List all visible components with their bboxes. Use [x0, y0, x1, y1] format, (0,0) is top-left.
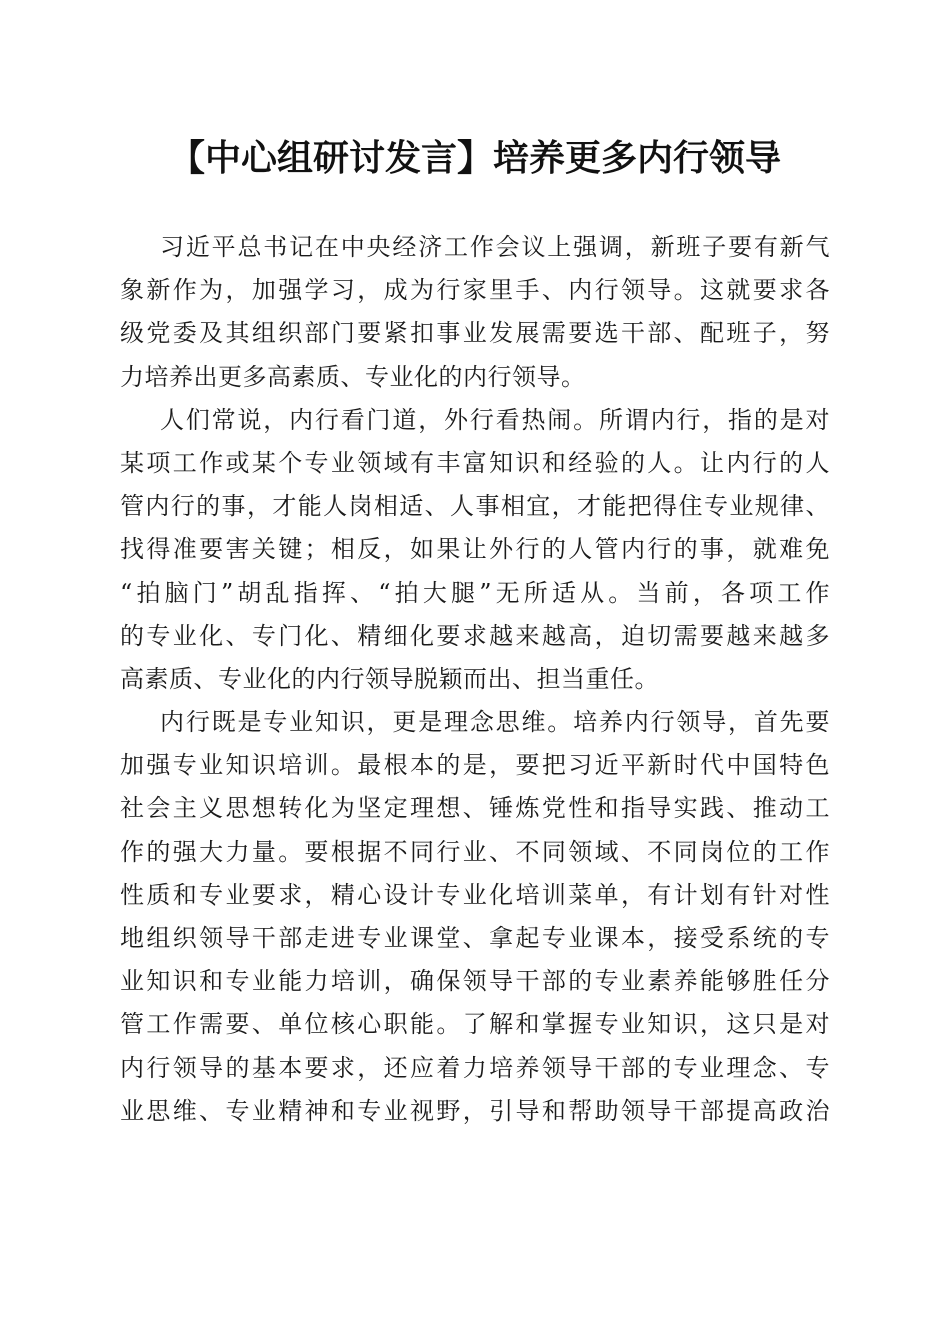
paragraph-2 [120, 399, 830, 701]
text-line: 内行领导的基本要求，还应着力培养领导干部的专业理念、专 [120, 1053, 830, 1082]
text-line: 管工作需要、单位核心职能。了解和掌握专业知识，这只是对 [120, 1010, 830, 1039]
text-line: 管内行的事，才能人岗相适、人事相宜，才能把得住专业规律、 [120, 492, 830, 521]
text-line: 高素质、专业化的内行领导脱颖而出、担当重任。 [120, 664, 659, 693]
text-line: 业思维、专业精神和专业视野，引导和帮助领导干部提高政治 [120, 1096, 830, 1125]
text-line: 业知识和专业能力培训，确保领导干部的专业素养能够胜任分 [120, 967, 830, 996]
text-line: 找得准要害关键；相反，如果让外行的人管内行的事，就难免 [120, 535, 830, 564]
text-line: 习近平总书记在中央经济工作会议上强调，新班子要有新气 [160, 233, 830, 261]
paragraph-3 [120, 701, 830, 1133]
document-body [120, 226, 830, 1133]
text-line: 级党委及其组织部门要紧扣事业发展需要选干部、配班子，努 [120, 319, 830, 348]
text-line: 性质和专业要求，精心设计专业化培训菜单，有计划有针对性 [120, 880, 830, 909]
text-line: 社会主义思想转化为坚定理想、锤炼党性和指导实践、推动工 [120, 794, 830, 823]
text-line: 的专业化、专门化、精细化要求越来越高，迫切需要越来越多 [120, 621, 830, 650]
text-line: 内行既是专业知识，更是理念思维。培养内行领导，首先要 [160, 708, 830, 737]
text-line: 人们常说，内行看门道，外行看热闹。所谓内行，指的是对 [160, 405, 830, 434]
text-line: 某项工作或某个专业领域有丰富知识和经验的人。让内行的人 [120, 448, 830, 477]
text-line: 加强专业知识培训。最根本的是，要把习近平新时代中国特色 [120, 751, 830, 780]
text-line: 地组织领导干部走进专业课堂、拿起专业课本，接受系统的专 [120, 924, 830, 952]
document-title: 【中心组研讨发言】培养更多内行领导 [168, 137, 781, 179]
text-line: 象新作为，加强学习，成为行家里手、内行领导。这就要求各 [120, 276, 830, 305]
text-line: 作的强大力量。要根据不同行业、不同领域、不同岗位的工作 [120, 837, 830, 866]
text-line: “拍脑门”胡乱指挥、“拍大腿”无所适从。当前，各项工作 [120, 578, 830, 607]
text-line: 力培养出更多高素质、专业化的内行领导。 [120, 362, 586, 391]
paragraph-1 [120, 226, 830, 399]
